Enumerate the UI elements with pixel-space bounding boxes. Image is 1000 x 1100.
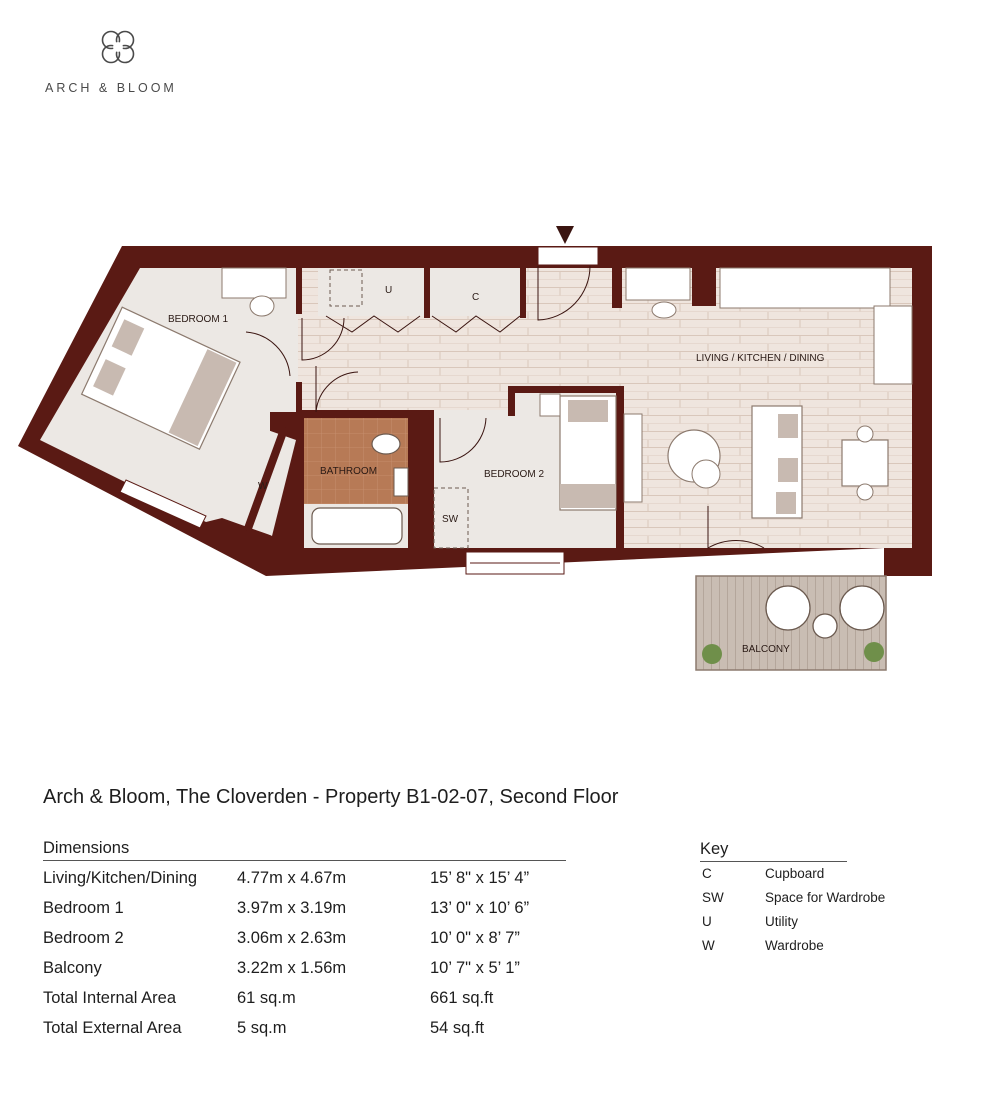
dimension-row bbox=[43, 929, 583, 953]
dimension-row bbox=[43, 869, 583, 893]
dimension-row bbox=[43, 899, 583, 923]
label-cupboard: C bbox=[472, 292, 480, 303]
bathroom-floor bbox=[304, 418, 408, 504]
label-utility: U bbox=[385, 285, 393, 296]
dimension-metric: 3.97m x 3.19m bbox=[237, 899, 347, 917]
entrance-arrow-icon bbox=[556, 226, 574, 244]
dimension-imperial: 10’ 0" x 8’ 7” bbox=[430, 929, 520, 947]
dimension-metric: 3.22m x 1.56m bbox=[237, 959, 347, 977]
dimension-row bbox=[43, 1019, 583, 1043]
brand-name: ARCH & BLOOM bbox=[45, 81, 177, 95]
dimension-metric: 5 sq.m bbox=[237, 1019, 287, 1037]
dimension-name: Living/Kitchen/Dining bbox=[43, 869, 198, 887]
dimension-row bbox=[43, 959, 583, 983]
key-code: U bbox=[702, 914, 712, 929]
label-wardrobe: W bbox=[258, 481, 268, 492]
label-balcony: BALCONY bbox=[742, 644, 790, 655]
key-label: Utility bbox=[765, 914, 798, 929]
dimension-imperial: 15’ 8" x 15’ 4” bbox=[430, 869, 530, 887]
key-row bbox=[700, 866, 960, 886]
dimension-imperial: 661 sq.ft bbox=[430, 989, 494, 1007]
key-code: SW bbox=[702, 890, 724, 905]
key-label: Wardrobe bbox=[765, 938, 824, 953]
dimensions-heading: Dimensions bbox=[43, 839, 130, 857]
dimension-imperial: 13’ 0" x 10’ 6” bbox=[430, 899, 530, 917]
dimension-metric: 61 sq.m bbox=[237, 989, 296, 1007]
key-code: C bbox=[702, 866, 712, 881]
dimension-name: Bedroom 2 bbox=[43, 929, 124, 947]
label-bathroom: BATHROOM bbox=[320, 466, 378, 477]
divider bbox=[43, 860, 566, 861]
dimension-name: Total Internal Area bbox=[43, 989, 176, 1007]
key-heading: Key bbox=[700, 840, 729, 858]
label-bedroom1: BEDROOM 1 bbox=[168, 314, 229, 325]
key-label: Space for Wardrobe bbox=[765, 890, 886, 905]
dimension-name: Bedroom 1 bbox=[43, 899, 124, 917]
dimension-imperial: 54 sq.ft bbox=[430, 1019, 485, 1037]
utility-floor bbox=[318, 268, 424, 316]
dimension-imperial: 10’ 7" x 5’ 1” bbox=[430, 959, 520, 977]
floor-plan bbox=[0, 200, 1000, 700]
key-code: W bbox=[702, 938, 715, 953]
label-space-wardrobe: SW bbox=[442, 514, 459, 525]
key-row bbox=[700, 938, 960, 958]
dimension-metric: 3.06m x 2.63m bbox=[237, 929, 347, 947]
key-row bbox=[700, 890, 960, 910]
label-living: LIVING / KITCHEN / DINING bbox=[696, 353, 825, 364]
divider bbox=[700, 861, 847, 862]
dimension-name: Total External Area bbox=[43, 1019, 182, 1037]
label-bedroom2: BEDROOM 2 bbox=[484, 469, 545, 480]
dimension-name: Balcony bbox=[43, 959, 102, 977]
dimension-metric: 4.77m x 4.67m bbox=[237, 869, 347, 887]
dimension-row bbox=[43, 989, 583, 1013]
property-title: Arch & Bloom, The Cloverden - Property B1-02-07, Second Floor bbox=[43, 786, 619, 808]
key-row bbox=[700, 914, 960, 934]
key-label: Cupboard bbox=[765, 866, 825, 881]
